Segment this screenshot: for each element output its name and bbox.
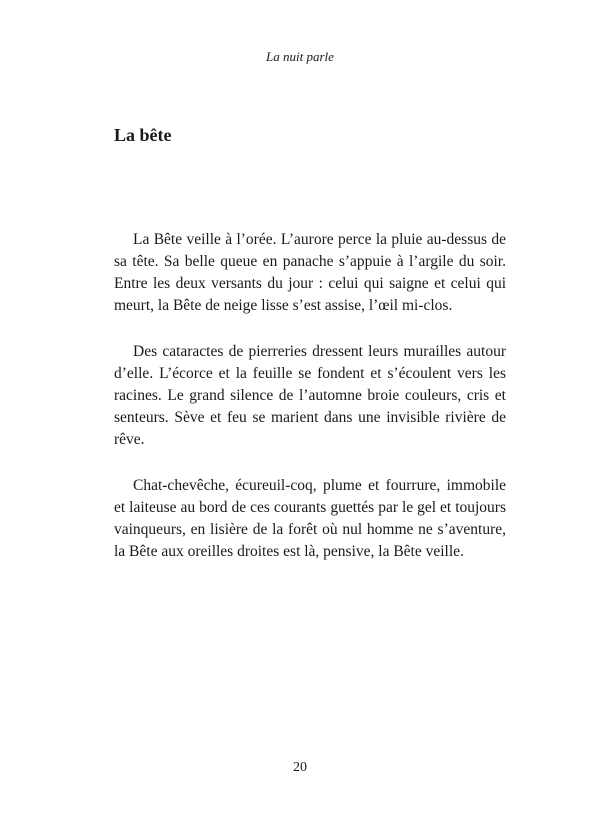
running-head: La nuit parle	[266, 49, 334, 64]
chapter-title: La bête	[114, 125, 172, 145]
paragraph-3: Chat-chevêche, écureuil-coq, plume et fourrure, immobile et laiteuse au bord de ces courants guettés par le gel et toujours vainqueurs, en lisière de la forêt où nul homme ne s’aventure, la Bête aux oreilles droites est là, pensive, la Bête veille.	[114, 477, 506, 560]
paragraph-1: La Bête veille à l’orée. L’aurore perce la pluie au-dessus de sa tête. Sa belle queue en panache s’appuie à l’argile du soir. Entre les deux versants du jour : celui qui saigne et celui qui meurt, la Bête de neige lisse s’est assise, l’œil mi-clos.	[114, 231, 506, 314]
body-text	[114, 229, 506, 587]
paragraph-2: Des cataractes de pierreries dressent leurs murailles autour d’elle. L’écorce et la feuille se fondent et s’écoulent vers les racines. Le grand silence de l’automne broie couleurs, cris et senteurs. Sève et feu se marient dans une invisible rivière de rêve.	[114, 343, 506, 448]
page-number: 20	[293, 760, 307, 775]
